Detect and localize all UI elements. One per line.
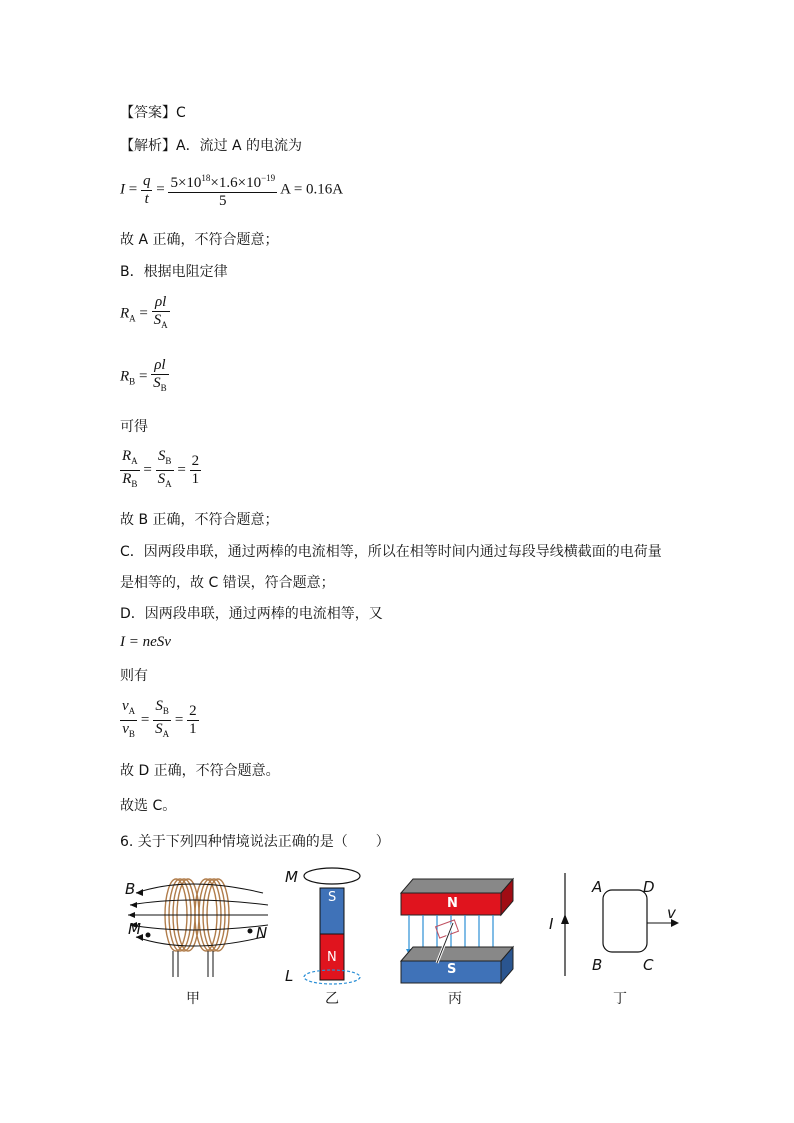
- line-d1: D．因两段串联，通过两棒的电流相等，又: [120, 606, 383, 622]
- yi-label-l: L: [285, 967, 294, 985]
- line-zeyou: 则有: [120, 668, 148, 684]
- equation-rb: $R_B$ = $\frac{\rho l}{S_B}$: [120, 357, 167, 393]
- question-6: 6. 关于下列四种情境说法正确的是（ ）: [120, 834, 390, 850]
- bing-label-s: S: [447, 962, 457, 977]
- ding-label-i: I: [549, 915, 554, 933]
- figure-ding-wire-loop: [545, 868, 685, 978]
- equation-current: I = $\frac{q}{t}$ = $\frac{5\times 10^{18}\times 1.6\times 10^{-19}}{5}$ A = 0.16A: [120, 170, 343, 210]
- jia-caption: 甲: [186, 991, 200, 1007]
- line-c2: 是相等的，故 C 错误，符合题意；: [120, 575, 335, 591]
- line-choose: 故选 C。: [120, 798, 177, 814]
- answer-line: 【答案】C: [120, 105, 186, 121]
- yi-caption: 乙: [325, 991, 339, 1007]
- line-b-intro: B．根据电阻定律: [120, 264, 228, 280]
- analysis-intro: 【解析】A．流过 A 的电流为: [120, 138, 303, 154]
- equation-v-ratio: $\frac{v_A}{v_B}$ = $\frac{S_B}{S_A}$ = $\frac{2}{1}$: [122, 698, 197, 739]
- bing-caption: 丙: [448, 991, 462, 1007]
- yi-label-n: N: [327, 950, 337, 965]
- line-kede: 可得: [120, 419, 148, 435]
- ding-caption: 丁: [613, 991, 627, 1007]
- yi-label-s: S: [328, 890, 337, 905]
- equation-r-ratio: $\frac{R_A}{R_B}$ = $\frac{S_B}{S_A}$ = $\frac{2}{1}$: [122, 448, 200, 489]
- yi-label-m: M: [285, 868, 298, 886]
- jia-label-b: B: [125, 880, 136, 898]
- ding-label-a: A: [592, 878, 603, 896]
- figure-yi-magnet: [290, 862, 370, 987]
- line-c1: C．因两段串联，通过两棒的电流相等，所以在相等时间内通过每段导线横截面的电荷量: [120, 544, 662, 560]
- ding-label-c: C: [643, 956, 654, 974]
- line-a-correct: 故 A 正确，不符合题意；: [120, 232, 279, 248]
- ding-label-v: v: [667, 904, 676, 922]
- equation-inesv: I = neSv: [120, 634, 171, 650]
- bing-label-n: N: [447, 896, 458, 911]
- line-b-correct: 故 B 正确，不符合题意；: [120, 512, 279, 528]
- line-d-correct: 故 D 正确，不符合题意。: [120, 763, 280, 779]
- figure-jia-coils: [118, 865, 278, 980]
- jia-label-n: N: [256, 924, 268, 942]
- equation-ra: $R_A$ = $\frac{\rho l}{S_A}$: [120, 294, 168, 330]
- jia-label-m: M: [128, 920, 141, 938]
- ding-label-d: D: [643, 878, 655, 896]
- ding-label-b: B: [592, 956, 603, 974]
